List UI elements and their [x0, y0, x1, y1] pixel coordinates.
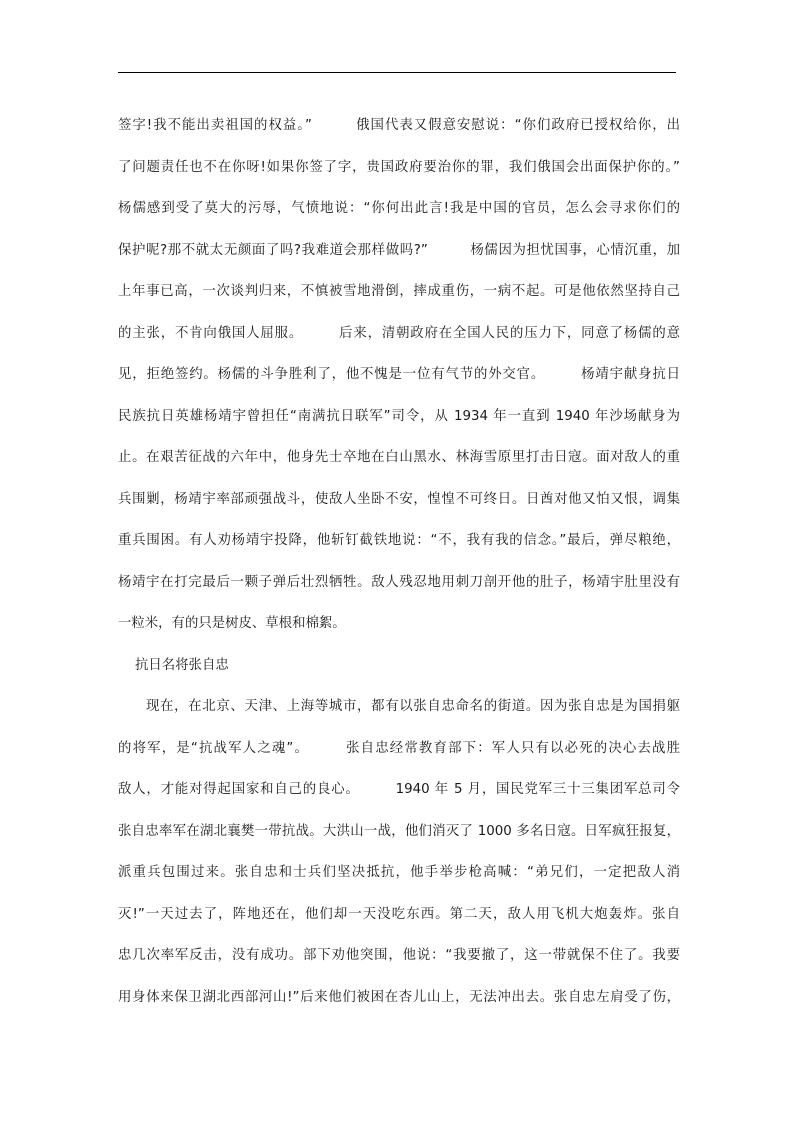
- paragraph-line: 止。在艰苦征战的六年中，他身先士卒地在白山黑水、林海雪原里打击日寇。面对敌人的重: [118, 450, 680, 465]
- paragraph-line: 保护呢?那不就太无颜面了吗?我难道会那样做吗?” 杨儒因为担忧国事，心情沉重，加: [118, 242, 680, 258]
- paragraph-line: 杨儒感到受了莫大的污辱，气愤地说：“你何出此言!我是中国的官员，怎么会寻求你们的: [118, 201, 680, 216]
- body-text: [118, 105, 680, 1018]
- paragraph-line: 派重兵包围过来。张自忠和士兵们坚决抵抗，他手举步枪高喊：“弟兄们，一定把敌人消: [118, 865, 680, 880]
- section-heading: 抗日名将张自忠: [135, 657, 229, 673]
- paragraph-line: 一粒米，有的只是树皮、草根和棉絮。: [118, 616, 346, 631]
- header-rule: [118, 72, 676, 73]
- paragraph-line: 民族抗日英雄杨靖宇曾担任“南满抗日联军”司令，从 1934 年一直到 1940 年沙场献身为: [118, 408, 680, 424]
- paragraph-line: 的主张，不肯向俄国人屈服。 后来，清朝政府在全国人民的压力下，同意了杨儒的意: [118, 325, 680, 341]
- paragraph-line: 现在，在北京、天津、上海等城市，都有以张自忠命名的街道。因为张自忠是为国捐躯: [146, 699, 680, 714]
- paragraph-line: 张自忠率军在湖北襄樊一带抗战。大洪山一战，他们消灭了 1000 多名日寇。日军疯狂报复，: [118, 823, 680, 839]
- paragraph-line: 忠几次率军反击，没有成功。部下劝他突围，他说：“我要撤了，这一带就保不住了。我要: [118, 948, 680, 963]
- paragraph-line: 重兵围困。有人劝杨靖宇投降，他斩钉截铁地说：“不，我有我的信念。”最后，弹尽粮绝，: [118, 533, 680, 548]
- paragraph-line: 上年事已高，一次谈判归来，不慎被雪地滑倒，摔成重伤，一病不起。可是他依然坚持自己: [118, 284, 680, 299]
- paragraph-line: 灭!”一天过去了，阵地还在，他们却一天没吃东西。第二天，敌人用飞机大炮轰炸。张自: [118, 906, 680, 922]
- paragraph-line: 的将军，是“抗战军人之魂”。 张自忠经常教育部下：军人只有以必死的决心去战胜: [118, 740, 680, 756]
- paragraph-line: 了问题责任也不在你呀!如果你签了字，贵国政府要治你的罪，我们俄国会出面保护你的。”: [118, 159, 680, 175]
- paragraph-line: 杨靖宇在打完最后一颗子弹后壮烈牺牲。敌人残忍地用刺刀剖开他的肚子，杨靖宇肚里没有: [118, 574, 680, 590]
- paragraph-line: 兵围剿，杨靖宇率部顽强战斗，使敌人坐卧不安，惶惶不可终日。日酋对他又怕又恨，调集: [118, 491, 680, 507]
- paragraph-line: 敌人，才能对得起国家和自己的良心。 1940 年 5 月，国民党军三十三集团军总司令: [118, 782, 680, 797]
- paragraph-line: 用身体来保卫湖北西部河山!”后来他们被困在杏儿山上，无法冲出去。张自忠左肩受了伤，: [118, 989, 680, 1005]
- paragraph-line: 签字!我不能出卖祖国的权益。” 俄国代表又假意安慰说：“你们政府已授权给你，出: [118, 118, 680, 133]
- paragraph-line: 见，拒绝签约。杨儒的斗争胜利了，他不愧是一位有气节的外交官。 杨靖宇献身抗日: [118, 367, 680, 382]
